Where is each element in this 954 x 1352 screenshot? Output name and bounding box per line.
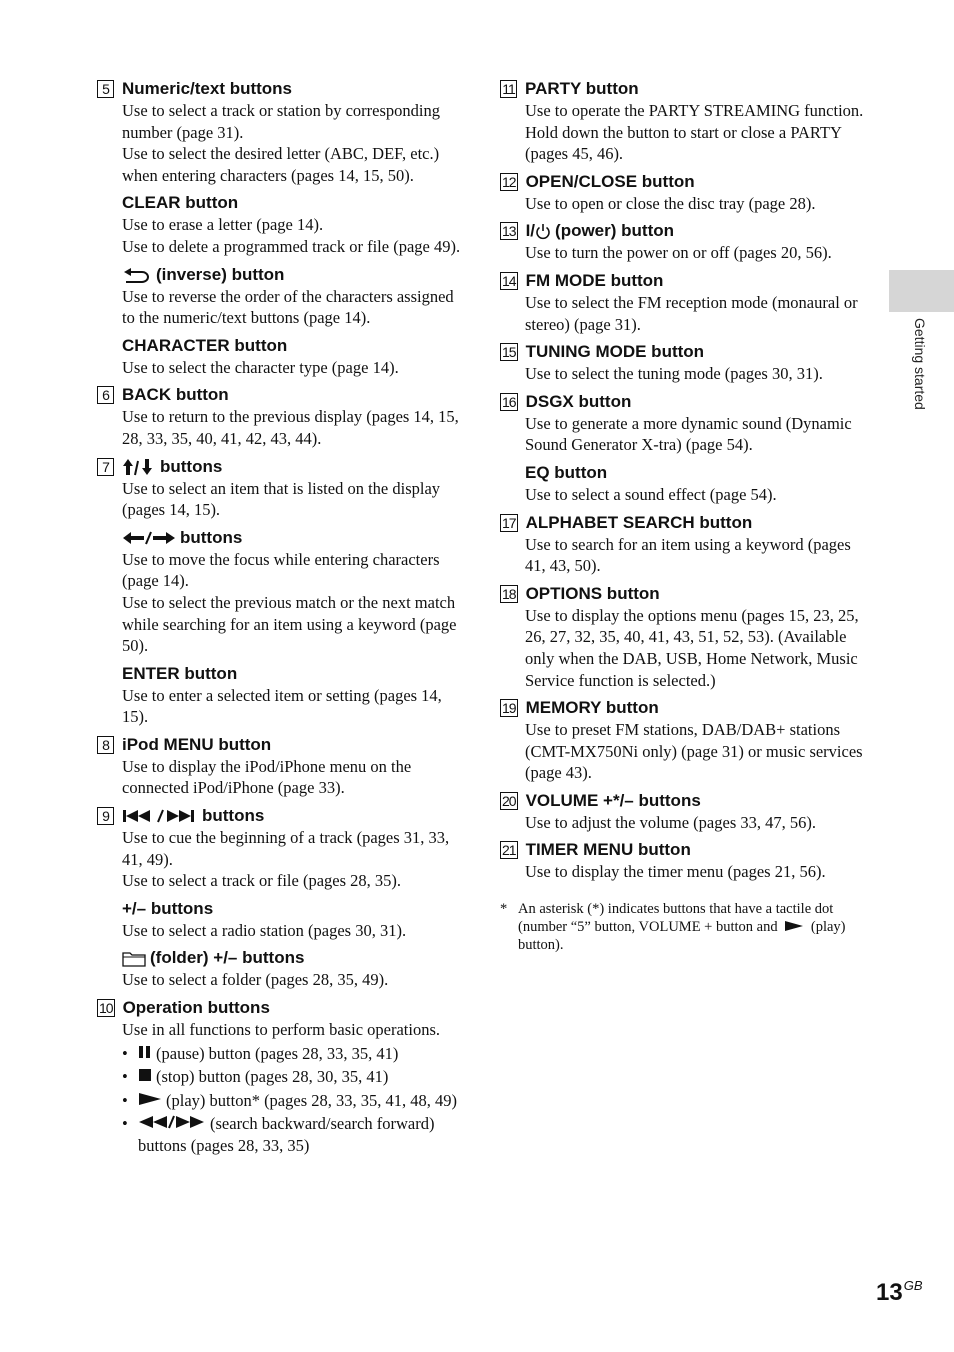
section-label: Getting started [912,318,928,410]
entry-number: 5 [97,80,114,98]
entry-text: Use to select a folder (pages 28, 35, 49). [122,970,389,990]
entry-memory [500,697,870,784]
entry-text: Use to select a track or file (pages 28, 35). [122,871,402,891]
power-icon [535,223,551,240]
prev-next-track-icon [122,808,198,824]
entry-text: Use to preset FM stations, DAB/DAB+ stations (CMT-MX750Ni only) (page 31) or music services (page 43). [525,720,863,783]
entry-text: Use to display the options menu (pages 15, 23, 25, 26, 27, 32, 35, 40, 41, 43, 51, 52, 53). (Available only when the DAB, USB, Home Network, Music Service function is selected.) [525,605,859,690]
footnote-text-end: (play) button). [518,919,846,953]
entry-text: Use to cue the beginning of a track (pages 31, 33, 41, 49). [122,828,450,869]
entry-number: 11 [500,80,517,98]
entry-title: Operation buttons [122,998,270,1018]
power-prefix: I/ [525,221,536,241]
entry-title: BACK button [122,385,229,405]
entry-tuning-mode [500,341,870,385]
entry-dsgx [500,391,870,506]
entry-number: 19 [502,700,516,717]
entry-back [97,384,469,449]
entry-text: Use to select a sound effect (page 54). [525,484,777,504]
entry-text: Use in all functions to perform basic operations. [122,1020,441,1040]
entry-number: 8 [97,736,114,754]
entry-title: buttons [202,806,265,826]
entry-text: Use to select the tuning mode (pages 30, 31). [525,364,823,384]
page-number: $13^{GB}$ [876,1278,923,1306]
entry-title: DSGX button [525,391,632,411]
operation-list [122,1043,469,1157]
footnote [500,900,870,954]
list-item: • (search backward/search forward) buttons (pages 28, 33, 35) [122,1114,435,1155]
entry-title: MEMORY button [525,698,659,718]
entry-number: 16 [502,393,516,410]
entry-text: Use to adjust the volume (pages 33, 47, 56). [525,812,816,832]
entry-title: FM MODE button [525,270,664,290]
entry-text: Use to operate the PARTY STREAMING function. Hold down the button to start or close a PARTY (pages 45, 46). [525,101,864,164]
entry-title: PARTY button [525,79,639,98]
entry-number: 15 [502,344,516,361]
left-right-arrows-icon [122,530,176,546]
entry-text: Use to erase a letter (page 14). [122,215,324,235]
pause-icon [138,1045,152,1059]
footnote-text: An asterisk (*) indicates buttons that have a tactile dot (number “5” button, VOLUME + button and [518,901,834,935]
entry-title: Numeric/text buttons [122,79,293,98]
entry-title: TIMER MENU button [525,840,691,860]
entry-text: Use to select a radio station (pages 30, 31). [122,920,407,940]
entry-numeric-text [97,78,469,378]
entry-number: 20 [502,792,516,809]
entry-number: 13 [502,223,516,240]
entry-options [500,583,870,691]
entry-title: ALPHABET SEARCH button [525,512,753,532]
entry-alphabet-search [500,512,870,577]
entry-text: Use to select an item that is listed on the display (pages 14, 15). [122,478,441,520]
entry-text: Use to select the FM reception mode (monaural or stereo) (page 31). [525,292,858,334]
subentry-title: (inverse) button [122,264,469,286]
entry-timer-menu [500,839,870,883]
entry-open-close [500,171,870,215]
page-suffix: GB [903,1278,923,1293]
footnote-mark: * [500,901,508,917]
subentry-title: +/– buttons [122,898,214,918]
entry-title: VOLUME +*/– buttons [525,790,701,810]
subentry-title: ENTER button [122,663,238,683]
entry-number: 17 [502,514,516,531]
entry-text: Use to select the previous match or the next match while searching for an item using a keyword (page 50). [122,592,457,656]
entry-title: (power) button [555,221,674,241]
entry-number: 12 [502,173,516,190]
folder-icon [122,950,146,967]
subentry-title: buttons [122,527,469,549]
stop-icon [138,1068,152,1082]
entry-number: 21 [502,842,516,859]
entry-fm-mode [500,270,870,335]
up-down-arrows-icon [122,458,156,476]
entry-text: Use to generate a more dynamic sound (Dynamic Sound Generator X-tra) (page 54). [525,413,852,455]
entry-party [500,78,870,165]
entry-number: 9 [97,807,114,825]
play-icon [138,1092,162,1106]
entry-text: Use to turn the power on or off (pages 20, 56). [525,243,832,263]
subentry-title: CLEAR button [122,193,239,213]
subentry-title: EQ button [525,462,608,482]
entry-title: OPEN/CLOSE button [525,171,695,191]
left-column [97,78,469,1163]
list-item: • (pause) button (pages 28, 33, 35, 41) [122,1043,399,1063]
entry-text: Use to reverse the order of the characters assigned to the numeric/text buttons (page 14). [122,286,454,328]
section-tab [889,270,954,312]
entry-text: Use to display the timer menu (pages 21, 56). [525,862,826,882]
entry-title: iPod MENU button [122,734,272,754]
right-column [500,78,870,889]
entry-operation [97,997,469,1157]
entry-number: 6 [97,386,114,404]
entry-ipod-menu [97,734,469,799]
entry-title: TUNING MODE button [525,342,705,362]
entry-text: Use to delete a programmed track or file (page 49). [122,236,461,256]
entry-power [500,220,870,264]
entry-arrows [97,456,469,728]
entry-text: Use to select the desired letter (ABC, DEF, etc.) when entering characters (pages 14, 15, 50). [122,144,440,185]
entry-text: Use to search for an item using a keyword (pages 41, 43, 50). [525,534,851,576]
return-arrow-icon [122,267,152,283]
entry-number: 7 [97,458,114,476]
entry-text: Use to select a track or station by corresponding number (page 31). [122,101,440,142]
entry-number: 18 [502,585,516,602]
play-icon [784,920,804,932]
list-item: • (play) button* (pages 28, 33, 35, 41, 48, 49) [122,1090,457,1110]
entry-text: Use to display the iPod/iPhone menu on the connected iPod/iPhone (page 33). [122,756,412,798]
entry-volume [500,790,870,834]
entry-number: 10 [99,1000,113,1017]
entry-title: OPTIONS button [525,583,660,603]
entry-title: buttons [160,456,223,476]
entry-text: Use to enter a selected item or setting (pages 14, 15). [122,685,442,727]
subentry-title: CHARACTER button [122,335,288,355]
entry-text: Use to return to the previous display (pages 14, 15, 28, 33, 35, 40, 41, 42, 43, 44). [122,407,459,448]
subentry-title: (folder) +/– buttons [122,947,469,969]
list-item: • (stop) button (pages 28, 30, 35, 41) [122,1067,389,1087]
rewind-fastforward-icon [138,1115,206,1129]
entry-text: Use to open or close the disc tray (page 28). [525,193,816,213]
entry-prev-next [97,805,469,991]
entry-text: Use to select the character type (page 14). [122,357,399,377]
entry-text: Use to move the focus while entering characters (page 14). [122,549,440,591]
entry-number: 14 [502,272,516,289]
